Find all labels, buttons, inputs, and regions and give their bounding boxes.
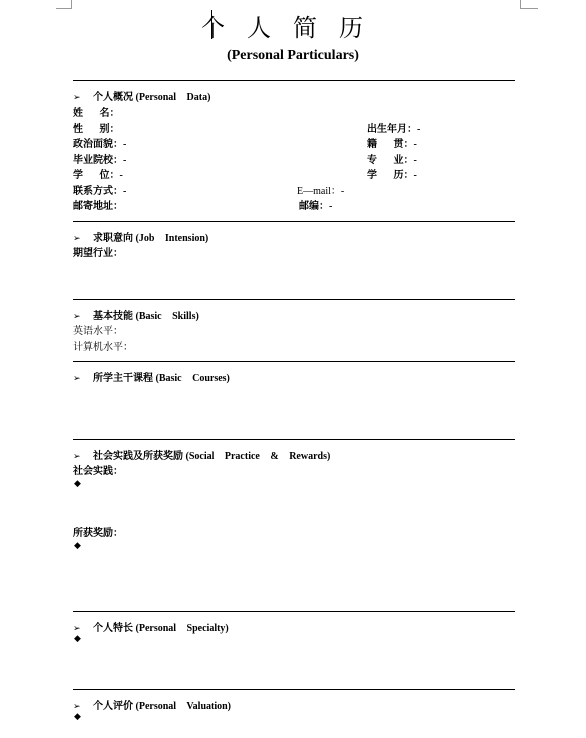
arrow-icon: ➢: [73, 374, 81, 384]
arrow-icon: ➢: [73, 452, 81, 462]
bullet-icon: ◆: [74, 712, 81, 722]
divider-skills: [73, 299, 515, 300]
section-heading-skills[interactable]: ➢ 基本技能 (Basic Skills): [73, 311, 199, 322]
section-heading-personal[interactable]: ➢ 个人概况 (Personal Data): [73, 92, 211, 103]
arrow-icon: ➢: [73, 93, 81, 103]
field-degree[interactable]: 学 位：-: [73, 170, 123, 181]
section-heading-courses[interactable]: ➢ 所学主干课程 (Basic Courses): [73, 373, 230, 384]
field-native[interactable]: 籍 贯：-: [367, 139, 417, 150]
divider-practice: [73, 439, 515, 440]
divider-specialty: [73, 611, 515, 612]
section-heading-specialty[interactable]: ➢ 个人特长 (Personal Specialty): [73, 623, 229, 634]
field-school[interactable]: 毕业院校：-: [73, 155, 127, 166]
divider-valuation: [73, 689, 515, 690]
field-english[interactable]: 英语水平：: [73, 326, 123, 337]
field-major[interactable]: 专 业：-: [367, 155, 417, 166]
field-gender[interactable]: 性 别：: [73, 124, 120, 135]
divider-job: [73, 221, 515, 222]
field-name[interactable]: 姓 名：: [73, 108, 120, 119]
arrow-icon: ➢: [73, 234, 81, 244]
field-politics[interactable]: 政治面貌：-: [73, 139, 127, 150]
crop-mark-top-right-v: [520, 0, 521, 8]
field-education[interactable]: 学 历：-: [367, 170, 417, 181]
crop-mark-top-left-v: [71, 0, 72, 8]
section-heading-practice[interactable]: ➢ 社会实践及所获奖励 (Social Practice & Rewards): [73, 451, 331, 462]
field-email[interactable]: E—mail：-: [297, 186, 345, 197]
section-heading-valuation[interactable]: ➢ 个人评价 (Personal Valuation): [73, 701, 232, 712]
field-computer[interactable]: 计算机水平：: [73, 342, 133, 353]
divider-courses: [73, 361, 515, 362]
field-postcode[interactable]: 邮编：-: [299, 201, 333, 212]
field-birth[interactable]: 出生年月：-: [367, 124, 421, 135]
section-heading-job[interactable]: ➢ 求职意向 (Job Intension): [73, 233, 209, 244]
field-address[interactable]: 邮寄地址：: [73, 201, 123, 212]
bullet-icon: ◆: [74, 541, 81, 551]
arrow-icon: ➢: [73, 702, 81, 712]
field-rewards[interactable]: 所获奖励：: [73, 528, 123, 539]
page-title[interactable]: 个人简历: [201, 14, 385, 42]
arrow-icon: ➢: [73, 312, 81, 322]
bullet-icon: ◆: [74, 634, 81, 644]
page-subtitle[interactable]: (Personal Particulars): [227, 48, 359, 63]
field-practice[interactable]: 社会实践：: [73, 466, 123, 477]
arrow-icon: ➢: [73, 624, 81, 634]
bullet-icon: ◆: [74, 479, 81, 489]
divider-personal: [73, 80, 515, 81]
field-contact[interactable]: 联系方式：-: [73, 186, 127, 197]
field-industry[interactable]: 期望行业：: [73, 248, 123, 259]
